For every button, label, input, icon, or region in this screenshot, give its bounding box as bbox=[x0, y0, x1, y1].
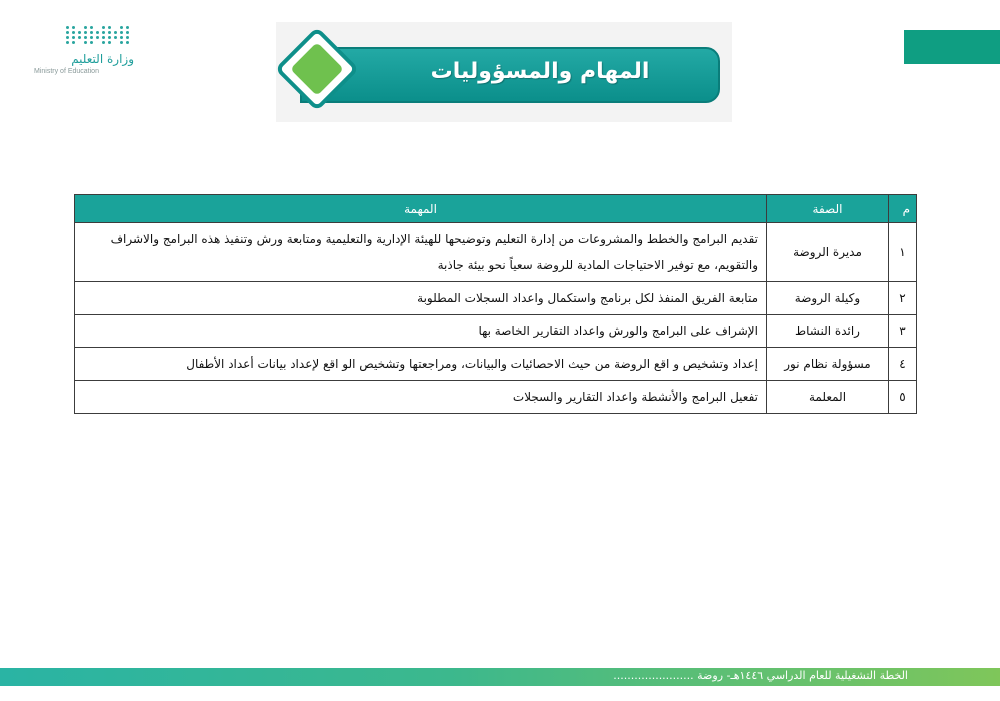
logo-dot bbox=[108, 41, 111, 44]
logo-english-text: Ministry of Education bbox=[34, 68, 99, 75]
table-row bbox=[75, 282, 917, 315]
logo-arabic-text: وزارة التعليم bbox=[71, 52, 134, 66]
row-task: إعداد وتشخيص و اقع الروضة من حيث الاحصائيات والبيانات، ومراجعتها وتشخيص الو اقع لإعداد بيانات أعداد الأطفال bbox=[75, 348, 767, 381]
logo-dot bbox=[102, 36, 105, 39]
logo-dot bbox=[66, 36, 69, 39]
logo-dot bbox=[126, 26, 129, 29]
row-num: ١ bbox=[889, 223, 917, 282]
logo-dot bbox=[72, 31, 75, 34]
title-bar bbox=[300, 47, 720, 103]
header-role: الصفة bbox=[767, 195, 889, 223]
logo-dot bbox=[102, 41, 105, 44]
row-task: متابعة الفريق المنفذ لكل برنامج واستكمال واعداد السجلات المطلوبة bbox=[75, 282, 767, 315]
row-num: ٥ bbox=[889, 381, 917, 414]
footer-text: الخطة التشغيلية للعام الدراسي ١٤٤٦هـ- روضة ....................... bbox=[613, 669, 908, 682]
logo-dot bbox=[66, 41, 69, 44]
logo-dot bbox=[84, 41, 87, 44]
table-header-row bbox=[75, 195, 917, 223]
table-row bbox=[75, 348, 917, 381]
row-role: المعلمة bbox=[767, 381, 889, 414]
logo-dot bbox=[90, 31, 93, 34]
logo-dot bbox=[90, 36, 93, 39]
logo-dot bbox=[120, 36, 123, 39]
logo-dot bbox=[126, 41, 129, 44]
row-num: ٤ bbox=[889, 348, 917, 381]
logo-dot bbox=[120, 41, 123, 44]
row-role: مديرة الروضة bbox=[767, 223, 889, 282]
logo-dot bbox=[126, 36, 129, 39]
logo-dot bbox=[66, 31, 69, 34]
logo-dot bbox=[84, 31, 87, 34]
logo-dot bbox=[120, 26, 123, 29]
corner-accent-bar bbox=[904, 30, 1000, 64]
row-role: رائدة النشاط bbox=[767, 315, 889, 348]
logo-dot bbox=[114, 31, 117, 34]
logo-dot bbox=[108, 26, 111, 29]
row-task: تقديم البرامج والخطط والمشروعات من إدارة التعليم وتوضيحها للهيئة الإدارية والتعليمية ومتابعة ورش وتنفيذ هذه البرامج والاشراف والتقويم، مع توفير الاحتياجات المادية للروضة سعياً نحو بيئة جاذبة bbox=[75, 223, 767, 282]
logo-dot bbox=[90, 26, 93, 29]
logo-dot bbox=[114, 36, 117, 39]
logo-dot bbox=[84, 36, 87, 39]
row-task: تفعيل البرامج والأنشطة واعداد التقارير والسجلات bbox=[75, 381, 767, 414]
tasks-table bbox=[74, 194, 917, 414]
logo-dot bbox=[78, 31, 81, 34]
row-role: وكيلة الروضة bbox=[767, 282, 889, 315]
table-row bbox=[75, 381, 917, 414]
row-task: الإشراف على البرامج والورش واعداد التقارير الخاصة بها bbox=[75, 315, 767, 348]
logo-dot bbox=[102, 31, 105, 34]
logo-dot bbox=[126, 31, 129, 34]
logo-dot bbox=[72, 36, 75, 39]
logo-dot bbox=[108, 36, 111, 39]
logo-dot bbox=[72, 41, 75, 44]
ministry-logo bbox=[28, 24, 138, 80]
logo-dot bbox=[108, 31, 111, 34]
table-row bbox=[75, 315, 917, 348]
row-role: مسؤولة نظام نور bbox=[767, 348, 889, 381]
logo-dot bbox=[102, 26, 105, 29]
logo-dot bbox=[96, 31, 99, 34]
logo-dot bbox=[66, 26, 69, 29]
header-task: المهمة bbox=[75, 195, 767, 223]
logo-dot bbox=[72, 26, 75, 29]
logo-dot bbox=[84, 26, 87, 29]
logo-dot bbox=[90, 41, 93, 44]
logo-dot bbox=[120, 31, 123, 34]
title-banner bbox=[276, 22, 732, 122]
logo-dot bbox=[96, 36, 99, 39]
page-title: المهام والمسؤوليات bbox=[430, 59, 650, 84]
row-num: ٣ bbox=[889, 315, 917, 348]
header-num: م bbox=[889, 195, 917, 223]
logo-dots-icon bbox=[66, 26, 136, 48]
table-row bbox=[75, 223, 917, 282]
footer-bar bbox=[0, 668, 1000, 686]
logo-dot bbox=[78, 36, 81, 39]
row-num: ٢ bbox=[889, 282, 917, 315]
